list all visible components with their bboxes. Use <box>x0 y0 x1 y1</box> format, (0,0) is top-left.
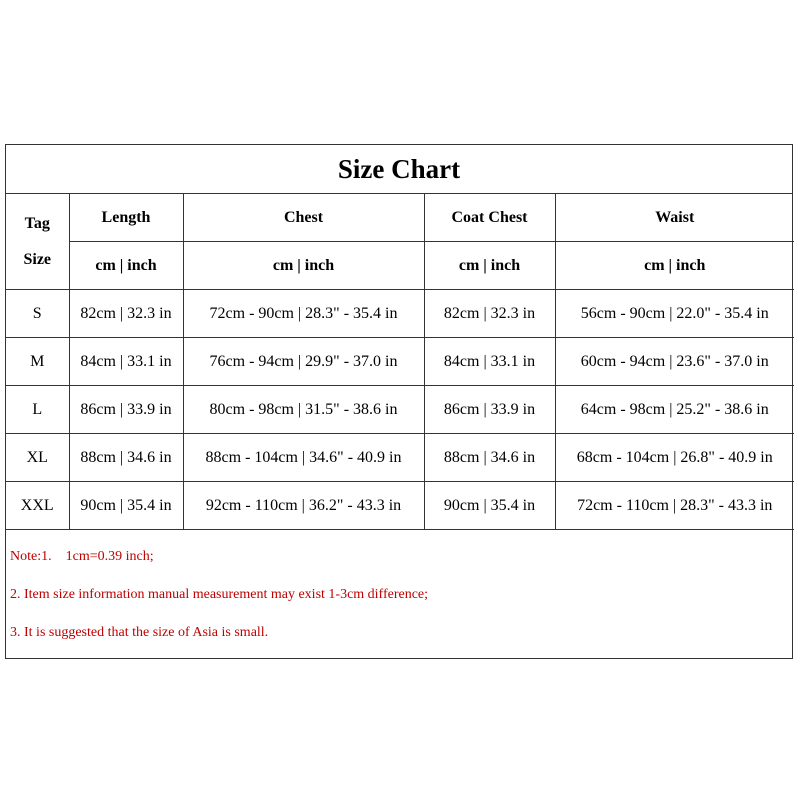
column-header-coat-chest: Coat Chest <box>424 194 555 242</box>
coat-chest-cell: 82cm | 32.3 in <box>424 290 555 338</box>
size-cell: XL <box>6 434 69 482</box>
length-cell: 90cm | 35.4 in <box>69 482 183 530</box>
length-cell: 86cm | 33.9 in <box>69 386 183 434</box>
waist-cell: 56cm - 90cm | 22.0" - 35.4 in <box>555 290 794 338</box>
chest-cell: 92cm - 110cm | 36.2" - 43.3 in <box>183 482 424 530</box>
coat-chest-cell: 86cm | 33.9 in <box>424 386 555 434</box>
table-row <box>6 386 794 434</box>
waist-cell: 68cm - 104cm | 26.8" - 40.9 in <box>555 434 794 482</box>
column-header-waist: Waist <box>555 194 794 242</box>
unit-label-chest: cm | inch <box>183 242 424 290</box>
waist-cell: 72cm - 110cm | 28.3" - 43.3 in <box>555 482 794 530</box>
column-header-length: Length <box>69 194 183 242</box>
waist-cell: 60cm - 94cm | 23.6" - 37.0 in <box>555 338 794 386</box>
tag-size-header <box>6 194 69 290</box>
unit-label-coat-chest: cm | inch <box>424 242 555 290</box>
units-row <box>6 242 794 290</box>
chest-cell: 88cm - 104cm | 34.6" - 40.9 in <box>183 434 424 482</box>
waist-cell: 64cm - 98cm | 25.2" - 38.6 in <box>555 386 794 434</box>
coat-chest-cell: 84cm | 33.1 in <box>424 338 555 386</box>
size-chart <box>5 144 793 659</box>
tag-size-label-line2: Size <box>23 250 52 268</box>
chest-cell: 80cm - 98cm | 31.5" - 38.6 in <box>183 386 424 434</box>
table-row <box>6 482 794 530</box>
chart-title: Size Chart <box>6 145 792 194</box>
chest-cell: 72cm - 90cm | 28.3" - 35.4 in <box>183 290 424 338</box>
unit-label-length: cm | inch <box>69 242 183 290</box>
note-1: Note:1. 1cm=0.39 inch; <box>10 549 154 564</box>
size-cell: XXL <box>6 482 69 530</box>
note-2: 2. Item size information manual measurement may exist 1-3cm difference; <box>10 587 429 602</box>
length-cell: 88cm | 34.6 in <box>69 434 183 482</box>
column-header-chest: Chest <box>183 194 424 242</box>
notes-section <box>6 538 792 652</box>
length-cell: 82cm | 32.3 in <box>69 290 183 338</box>
note-3: 3. It is suggested that the size of Asia is small. <box>10 625 269 640</box>
coat-chest-cell: 90cm | 35.4 in <box>424 482 555 530</box>
table-row <box>6 290 794 338</box>
size-cell: M <box>6 338 69 386</box>
chest-cell: 76cm - 94cm | 29.9" - 37.0 in <box>183 338 424 386</box>
table-row <box>6 338 794 386</box>
header-row <box>6 194 794 242</box>
size-table <box>6 194 794 530</box>
coat-chest-cell: 88cm | 34.6 in <box>424 434 555 482</box>
size-cell: S <box>6 290 69 338</box>
tag-size-label-line1: Tag <box>24 214 50 232</box>
unit-label-waist: cm | inch <box>555 242 794 290</box>
size-cell: L <box>6 386 69 434</box>
length-cell: 84cm | 33.1 in <box>69 338 183 386</box>
table-row <box>6 434 794 482</box>
